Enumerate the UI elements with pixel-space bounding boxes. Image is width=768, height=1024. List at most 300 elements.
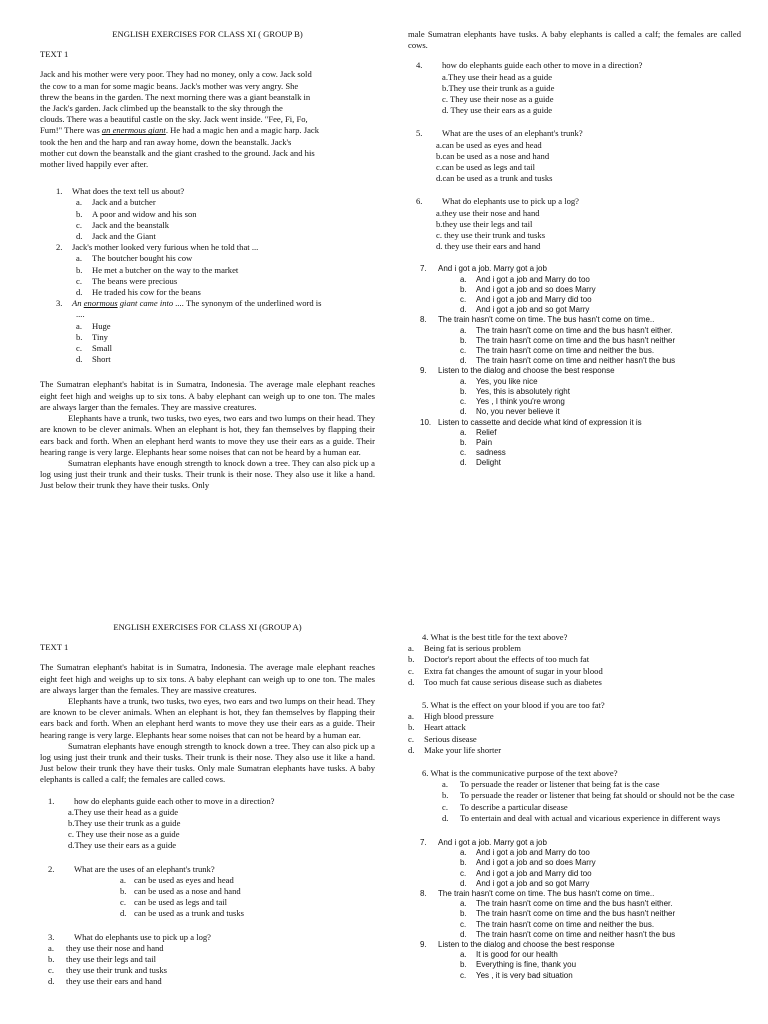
question-text: What is the best title for the text above? [430,632,568,642]
option-letter: c. [460,919,467,929]
question-number: 4. [416,60,423,71]
story-text [40,69,375,170]
option-letter: c. [408,733,414,744]
question-text: What does the text tell us about? [72,186,185,197]
question-text: What is the communicative purpose of the text above? [430,768,618,779]
question-number: 2. [56,242,63,253]
question-number: 6. [416,196,423,207]
option-letter: a. [460,427,467,437]
question-number: 1. [56,186,63,197]
option [460,909,741,919]
options [420,428,741,469]
option [120,908,375,919]
paragraph: Sumatran elephants have enough strength to knock down a tree. They can also pick up a log using just their trunk and their tusks. Their trunk is their nose. They also use it like a hand. Just below their trunk they have their tusks. Only male Sumatran elephants have tusks. A baby elephants is called a calf; the females are called cows. [40,740,375,785]
option-letter: a. [460,848,467,858]
option: b.They use their trunk as a guide [442,82,555,93]
option [76,220,375,231]
option [460,848,741,858]
option-text: Make your life shorter [424,744,502,755]
option-text: they use their trunk and tusks [66,965,167,976]
question [56,242,375,253]
group-a-left-column [40,622,375,988]
option: d.can be used as a trunk and tusks [436,173,553,184]
option-text: To entertain and deal with actual and vicarious experience in different ways [460,812,721,823]
question-text [72,298,322,309]
option [442,790,741,801]
option [460,448,741,458]
option-text: Too much fat cause serious disease such as diabetes [424,676,602,687]
question [416,196,741,207]
option-letter: d. [76,231,83,242]
question-number: 7. [420,264,427,274]
story-line: Jack and his mother were very poor. They had no money, only a cow. Jack sold [40,69,312,80]
question [408,632,741,643]
question-number: 8. [420,315,427,325]
question-text: And i got a job. Marry got a job [438,838,547,848]
option: c. They use their nose as a guide [68,829,180,840]
option [460,858,741,868]
question-number: 10. [420,417,432,427]
question-block [408,700,741,756]
option-text: The train hasn't come on time and the bus hasn't neither [476,335,676,345]
option-letter: c. [442,801,448,812]
option-text: To describe a particular disease [460,801,568,812]
option [460,285,741,295]
question-block [40,796,375,852]
story-line: mother cut down the beanstalk and the giant crashed to the ground. Jack and his [40,147,315,158]
options [48,943,375,988]
story-text-fragment: Fum!" There was [40,125,102,136]
question [48,932,375,943]
option-text: Extra fat changes the amount of sugar in your blood [424,665,603,676]
option [408,654,741,665]
option [460,971,741,981]
elephant-text [40,379,375,491]
options [420,950,741,981]
option-text: Relief [476,427,497,437]
option-letter: b. [460,858,467,868]
option-letter: b. [76,264,83,275]
option-text: The train hasn't come on time and the bus hasn't either. [476,899,673,909]
question-text: Listen to the dialog and choose the best response [438,366,615,376]
page-title: ENGLISH EXERCISES FOR CLASS XI (GROUP A) [113,622,302,632]
question-text: Listen to cassette and decide what kind of expression it is [438,417,642,427]
option [76,287,375,298]
option [76,231,375,242]
option-text: The beans were precious [92,275,178,286]
option-text: No, you never believe it [476,407,560,417]
page-title: ENGLISH EXERCISES FOR CLASS XI ( GROUP B) [112,29,303,39]
option [460,397,741,407]
option-text: And i got a job and so got Marry [476,878,590,888]
option-letter: d. [48,976,55,987]
option-text: And i got a job and Marry do too [476,274,590,284]
question-block [408,768,741,824]
option-text: He traded his cow for the beans [92,287,201,298]
option-letter: d. [408,676,415,687]
question [420,838,741,848]
option [408,666,741,677]
question-text: What is the effect on your blood if you are too fat? [430,700,605,711]
option [442,813,741,824]
option: b.can be used as a nose and hand [436,150,550,161]
question-number: 1. [48,795,55,806]
underlined-phrase: an enermous giant [101,125,166,136]
option-text: Jack and the beanstalk [92,219,170,230]
option-letter: b. [76,331,83,342]
option-text: Being fat is serious problem [424,643,521,654]
option-text: Yes, you like nice [476,376,538,386]
question-number: 5. [422,700,429,711]
option [460,869,741,879]
question-number: 2. [48,863,55,874]
question-number: 7. [420,838,427,848]
question-text: The train hasn't come on time. The bus hasn't come on time.. [438,889,655,899]
option [408,677,741,688]
option-letter: d. [76,287,83,298]
question-number: 9. [420,366,427,376]
option [76,321,375,332]
option-letter: a. [120,874,126,885]
option-letter: b. [460,386,467,396]
question-number: 4. [422,632,429,642]
option-text: And i got a job and Marry do too [476,848,590,858]
option [120,886,375,897]
option [76,332,375,343]
option-letter: a. [48,942,54,953]
option-text: Tiny [92,331,108,342]
option-text: Small [92,343,113,354]
option [76,265,375,276]
options [420,899,741,940]
option-letter: c. [460,970,467,980]
story-line: mother lived happily ever after. [40,159,149,170]
question-block [408,60,741,116]
option [460,356,741,366]
story-line: took the hen and the harp and ran away home, down the beanstalk. Jack's [40,136,292,147]
question [420,366,741,376]
option [76,197,375,208]
option-letter: b. [460,284,467,294]
question-block [408,196,741,252]
option-text: The train hasn't come on time and neither the bus. [476,346,655,356]
option [76,276,375,287]
question [420,940,741,950]
paragraph: male Sumatran elephants have tusks. A baby elephants is called a calf; the females are called cows. [408,29,741,51]
question-text: how do elephants guide each other to move in a direction? [442,60,643,71]
option-text: they use their ears and hand [66,976,162,987]
option-letter: d. [460,458,467,468]
option [460,336,741,346]
option-letter: c. [460,868,467,878]
option-letter: b. [442,790,449,801]
option [408,734,741,745]
question-text: how do elephants guide each other to move in a direction? [74,795,275,806]
option-letter: a. [408,643,414,654]
question-text: Listen to the dialog and choose the best response [438,940,615,950]
option-text: Short [92,354,111,365]
option-letter: c. [48,965,54,976]
text-label: TEXT 1 [40,642,69,653]
option-letter: d. [408,744,415,755]
group-a-right-column [408,632,741,981]
option-text: And i got a job and Marry did too [476,868,592,878]
option-text: can be used as legs and tail [134,897,228,908]
option [76,253,375,264]
options [416,208,741,253]
option-letter: b. [460,335,467,345]
option [460,438,741,448]
question [48,796,375,807]
option [460,960,741,970]
option-letter: d. [460,929,467,939]
paragraph: Elephants have a trunk, two tusks, two eyes, two ears and two lumps on their head. They are known to be clever animals. When an elephant is hot, they fan themselves by flapping their ears back and forth. When an elephant herd wants to move they use their ears as a guide. Their hearing range is very large. Elephants hear some noises that can not be heard by a human ear. [40,696,375,740]
option-text: Huge [92,320,111,331]
question-text: The train hasn't come on time. The bus hasn't come on time.. [438,315,655,325]
option-text: Heart attack [424,722,466,733]
option-letter: a. [76,320,82,331]
group-b-left-column [40,29,375,492]
question [48,864,375,875]
option: c. They use their nose as a guide [442,94,554,105]
question-number: 3. [48,931,55,942]
paragraph: Elephants have a trunk, two tusks, two eyes, two ears and two lumps on their head. They are known to be clever animals. When an elephant is hot, they fan themselves by flapping their ears back and forth. When an elephant herd wants to move they use their ears as a guide. Their hearing range is very large. Elephants hear some noises that can not be heard by a human ear. [40,413,375,457]
option-text: The train hasn't come on time and the bus hasn't neither [476,909,676,919]
option-letter: b. [48,954,55,965]
option [460,920,741,930]
question [420,418,741,428]
question-text-fragment: giant came into .... [117,298,184,309]
option: c. they use their trunk and tusks [436,230,546,241]
option-letter: d. [460,407,467,417]
option-letter: c. [460,295,467,305]
option-letter: b. [408,722,415,733]
option-letter: a. [76,197,82,208]
question-text-fragment: An [72,298,84,309]
paragraph: The Sumatran elephant's habitat is in Sumatra, Indonesia. The average male elephant reaches eight feet high and weighs up to six tons. A baby elephant can weigh up to one ton. The males are always larger than the females. They are massive creatures. [40,662,375,695]
option-letter: b. [76,208,83,219]
option-letter: d. [460,878,467,888]
option [408,745,741,756]
option-letter: c. [460,346,467,356]
story-text-fragment: . He had a magic hen and a magic harp. Jack [165,125,320,136]
option-text: can be used as a trunk and tusks [134,908,245,919]
question-block [408,128,741,184]
option-text: sadness [476,448,506,458]
option [48,943,375,954]
options [420,275,741,316]
option-letter: d. [460,356,467,366]
option-text: The train hasn't come on time and neither hasn't the bus [476,356,676,366]
option-text: Yes , I think you're wrong [476,397,565,407]
question-number: 5. [416,128,423,139]
question-text: What do elephants use to pick up a log? [442,196,579,207]
option [442,802,741,813]
option-letter: d. [442,812,449,823]
option [442,779,741,790]
option-text: they use their nose and hand [66,942,164,953]
option-text: Doctor's report about the effects of too much fat [424,654,590,665]
option [120,897,375,908]
option-letter: c. [460,397,467,407]
option [460,305,741,315]
option-letter: a. [460,950,467,960]
elephant-text [40,662,375,785]
question [416,128,741,139]
option-letter: a. [408,711,414,722]
option-text: Everything is fine, thank you [476,960,577,970]
question [422,768,741,779]
question-text-fragment: The synonym of the underlined word is [183,298,322,309]
option [120,875,375,886]
option: d. They use their ears as a guide [442,105,553,116]
option-text: And i got a job and so does Marry [476,284,596,294]
option-text: Pain [476,437,493,447]
option-letter: b. [460,909,467,919]
question-number: 8. [420,889,427,899]
options [422,779,741,824]
option [460,407,741,417]
option-letter: a. [460,899,467,909]
option-text: To persuade the reader or listener that being fat should or should not be the case [460,790,735,801]
option-text: Jack and a butcher [92,197,156,208]
question-block [40,864,375,920]
option-letter: b. [460,437,467,447]
option-text: Yes , it is very bad situation [476,970,573,980]
option: c.can be used as legs and tail [436,162,536,173]
option-letter: a. [76,253,82,264]
options [48,875,375,920]
question-text: What do elephants use to pick up a log? [74,931,211,942]
option-letter: c. [76,219,82,230]
question [420,315,741,325]
story-line: clouds. There was a beautiful castle on the sky. Jack went inside. "Fee, Fi, Fo, [40,114,308,125]
option [460,275,741,285]
option-text: Jack and the Giant [92,231,156,242]
story-line: the cow to a man for some magic beans. Jack's mother was very angry. She [40,80,299,91]
option-letter: b. [460,960,467,970]
option: b.they use their legs and tail [436,218,533,229]
story-line [40,125,375,136]
option [76,354,375,365]
group-b-right-column [408,29,741,469]
options [420,326,741,367]
option-letter: d. [76,354,83,365]
question-number: 6. [422,768,429,779]
option-letter: c. [76,343,82,354]
question-text: What are the uses of an elephant's trunk? [74,863,215,874]
option: b.They use their trunk as a guide [68,818,181,829]
option-text: can be used as a nose and hand [134,886,241,897]
option [460,295,741,305]
option-text: And i got a job and Marry did too [476,295,592,305]
question [56,298,375,309]
option-letter: c. [408,665,414,676]
option-text: The train hasn't come on time and neither hasn't the bus [476,929,676,939]
question-list [408,838,741,981]
option-text: The train hasn't come on time and the bus hasn't either. [476,325,673,335]
option [460,930,741,940]
option [460,377,741,387]
option-text: And i got a job and so does Marry [476,858,596,868]
story-line: threw the beans in the garden. The next morning there was a giant beanstalk in [40,91,311,102]
option-letter: c. [460,448,467,458]
option [76,343,375,354]
options [56,321,375,366]
question [416,60,741,71]
option-letter: a. [442,779,448,790]
option [48,965,375,976]
options [420,377,741,418]
question-continuation: .... [76,309,85,320]
option: a.can be used as eyes and head [436,139,542,150]
option: a.They use their head as a guide [68,806,179,817]
option-text: The train hasn't come on time and neither the bus. [476,919,655,929]
question-text: Jack's mother looked very furious when he told that ... [72,242,259,253]
option-letter: b. [408,654,415,665]
option-letter: d. [120,908,127,919]
option-letter: a. [460,376,467,386]
option-text: Delight [476,458,501,468]
question-number: 3. [56,298,63,309]
option-text: It is good for our health [476,950,558,960]
option-letter: b. [120,886,127,897]
question-text: And i got a job. Marry got a job [438,264,547,274]
option-text: A poor and widow and his son [92,208,197,219]
option [48,954,375,965]
option-text: To persuade the reader or listener that being fat is the case [460,779,660,790]
option [460,879,741,889]
question-text: What are the uses of an elephant's trunk? [442,128,583,139]
option: a.They use their head as a guide [442,71,553,82]
option [408,643,741,654]
option-letter: a. [460,325,467,335]
options [416,140,741,185]
option-text: can be used as eyes and head [134,874,234,885]
option-letter: c. [76,275,82,286]
story-line: the Jack's garden. Jack climbed up the beanstalk to the sky through the [40,103,283,114]
option-text: He met a butcher on the way to the market [92,264,239,275]
paragraph: Sumatran elephants have enough strength to knock down a tree. They can also pick up a log using just their trunk and their tusks. Their trunk is their nose. They also use it like a hand. Just below their trunk they have their tusks. Only [40,457,375,491]
question-list [408,264,741,468]
option [460,899,741,909]
option [460,458,741,468]
option [460,950,741,960]
option: a.they use their nose and hand [436,207,540,218]
question [56,186,375,197]
option-text: they use their legs and tail [66,954,156,965]
option-letter: a. [460,274,467,284]
option [48,976,375,987]
option [460,387,741,397]
question-list [40,186,375,365]
options [56,197,375,242]
underlined-word: enormous [83,298,118,309]
options [48,807,375,852]
option-text: The boutcher bought his cow [92,253,193,264]
question-block [408,632,741,688]
text-label: TEXT 1 [40,49,69,60]
option: d. they use their ears and hand [436,241,541,252]
option-letter: c. [120,897,126,908]
option [460,326,741,336]
question-number: 9. [420,940,427,950]
option [408,722,741,733]
option-text: High blood pressure [424,711,494,722]
question [420,264,741,274]
question [408,700,741,711]
option-text: And i got a job and so got Marry [476,305,590,315]
